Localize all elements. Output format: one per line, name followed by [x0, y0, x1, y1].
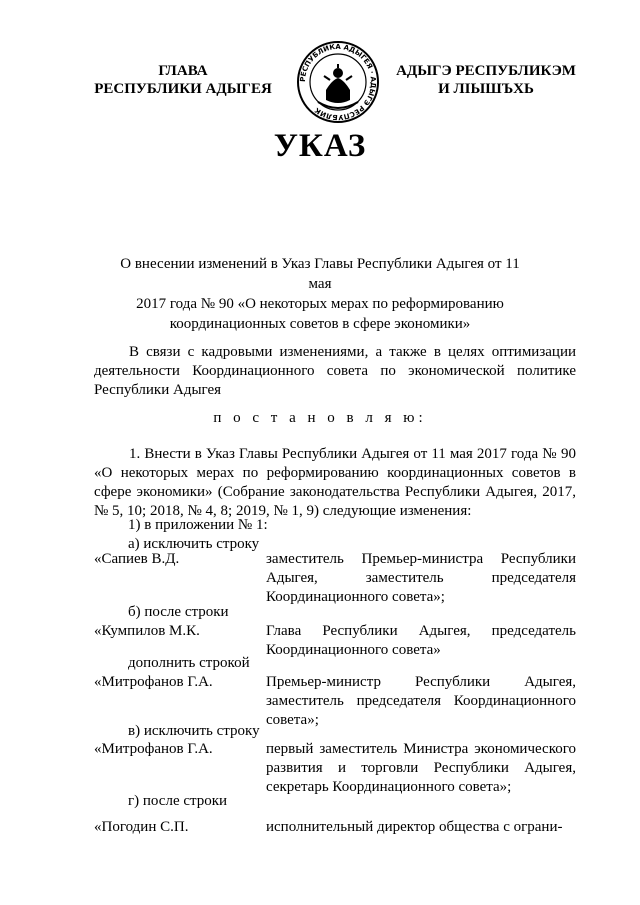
row-g-name: «Погодин С.П. [94, 819, 189, 835]
row-b-name: «Кумпилов М.К. [94, 623, 200, 639]
header-right-line-1: АДЫГЭ РЕСПУБЛИКЭМ [396, 63, 576, 79]
subject-line-1: О внесении изменений в Указ Главы Республики Адыгея от 11 мая [120, 256, 520, 292]
subitem-1-label: 1) в приложении № 1: [128, 517, 268, 533]
row-add-position: Премьер-министр Республики Адыгея, заместитель председателя Координационного совета»; [266, 674, 576, 728]
header-left-line-1: ГЛАВА [158, 63, 208, 79]
header-right-line-2: И ЛІЫШЪХЬ [438, 81, 534, 97]
document-subject [108, 254, 532, 334]
row-g-position: исполнительный директор общества с ограни- [266, 819, 563, 835]
subitem-g-label: г) после строки [128, 793, 228, 809]
subject-line-2: 2017 года № 90 «О некоторых мерах по реформированию [136, 296, 504, 312]
row-v-name: «Митрофанов Г.А. [94, 741, 213, 757]
row-add-name: «Митрофанов Г.А. [94, 674, 213, 690]
header-right-title [386, 62, 586, 98]
subitem-a-label: а) исключить строку [128, 536, 260, 552]
document-title: УКАЗ [273, 128, 367, 164]
header-left-title [88, 62, 278, 98]
item-1-text: 1. Внести в Указ Главы Республики Адыгея от 11 мая 2017 года № 90 «О некоторых мерах по реформированию координационных советов в сфере экономики» (Собрание законодательства Республики Адыгея, 2017, № 5, 10; 2018, № 4, 8; 2019, № 1, 9) следующие изменения: [94, 446, 576, 519]
decree-word: п о с т а н о в л я ю: [213, 410, 427, 426]
subitem-v-label: в) исключить строку [128, 723, 260, 739]
add-row-label: дополнить строкой [128, 655, 250, 671]
subitem-b-label: б) после строки [128, 604, 229, 620]
item-1-paragraph [94, 445, 576, 521]
row-b-position: Глава Республики Адыгея, председатель Координационного совета» [266, 623, 576, 658]
header-left-line-2: РЕСПУБЛИКИ АДЫГЕЯ [94, 81, 272, 97]
subject-line-3: координационных советов в сфере экономики» [169, 316, 471, 332]
preamble-paragraph [94, 343, 576, 400]
preamble-text: В связи с кадровыми изменениями, а также в целях оптимизации деятельности Координационного совета по экономической политике Республики Адыгея [94, 344, 576, 398]
coat-of-arms-icon [296, 40, 380, 124]
row-v-position: первый заместитель Министра экономического развития и торговли Республики Адыгея, секретарь Координационного совета»; [266, 741, 576, 795]
row-a-position: заместитель Премьер-министра Республики Адыгея, заместитель председателя Координационного совета»; [266, 551, 576, 605]
emblem-ring-text: РЕСПУБЛИКА АДЫГЕЯ · АДЫГЭ РЕСПУБЛИК [298, 42, 378, 122]
row-a-name: «Сапиев В.Д. [94, 551, 180, 567]
